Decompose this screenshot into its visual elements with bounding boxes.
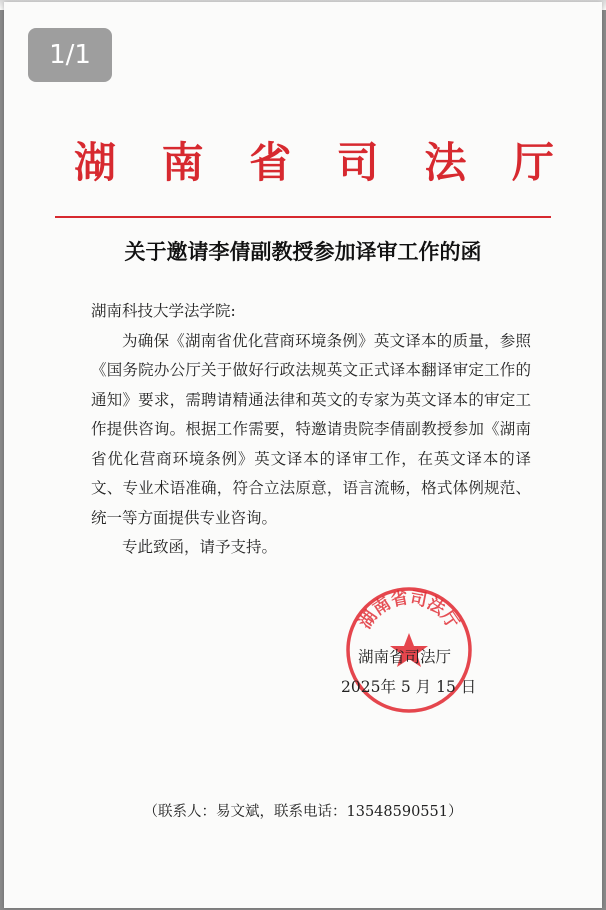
contact-info: （联系人：易文斌，联系电话：13548590551）: [143, 804, 463, 820]
page-indicator[interactable]: 1/1: [28, 28, 112, 82]
letterhead-char: 南: [161, 138, 204, 187]
signature: 湖南省司法厅: [358, 648, 452, 666]
letterhead-char: 省: [249, 138, 292, 187]
letterhead-title: [74, 130, 554, 190]
letter-date: 2025年 5 月 15 日: [341, 678, 477, 696]
body-paragraph: 为确保《湖南省优化营商环境条例》英文译本的质量，参照《国务院办公厅关于做好行政法规英文正式译本翻译审定工作的通知》要求，需聘请精通法律和英文的专家为英文译本的审定工作提供咨询。根据工作需要，特邀请贵院李倩副教授参加《湖南省优化营商环境条例》英文译本的译审工作，在英文译本的译文、专业术语准确，符合立法原意，语言流畅，格式体例规范、统一等方面提供专业咨询。: [91, 331, 531, 527]
salutation: 湖南科技大学法学院:: [91, 302, 236, 320]
seal-text: 湖南省司法厅: [355, 588, 463, 633]
letterhead-divider: [55, 216, 551, 218]
letterhead-char: 厅: [511, 138, 554, 187]
letterhead-char: 法: [424, 138, 467, 187]
svg-text:湖南省司法厅: [355, 587, 463, 632]
document-title: 关于邀请李倩副教授参加译审工作的函: [124, 239, 482, 264]
letterhead-char: 司: [336, 138, 379, 187]
letter-body: [91, 297, 531, 563]
closing-paragraph: 专此致函，请予支持。: [122, 538, 278, 556]
letterhead-char: 湖: [74, 138, 117, 187]
